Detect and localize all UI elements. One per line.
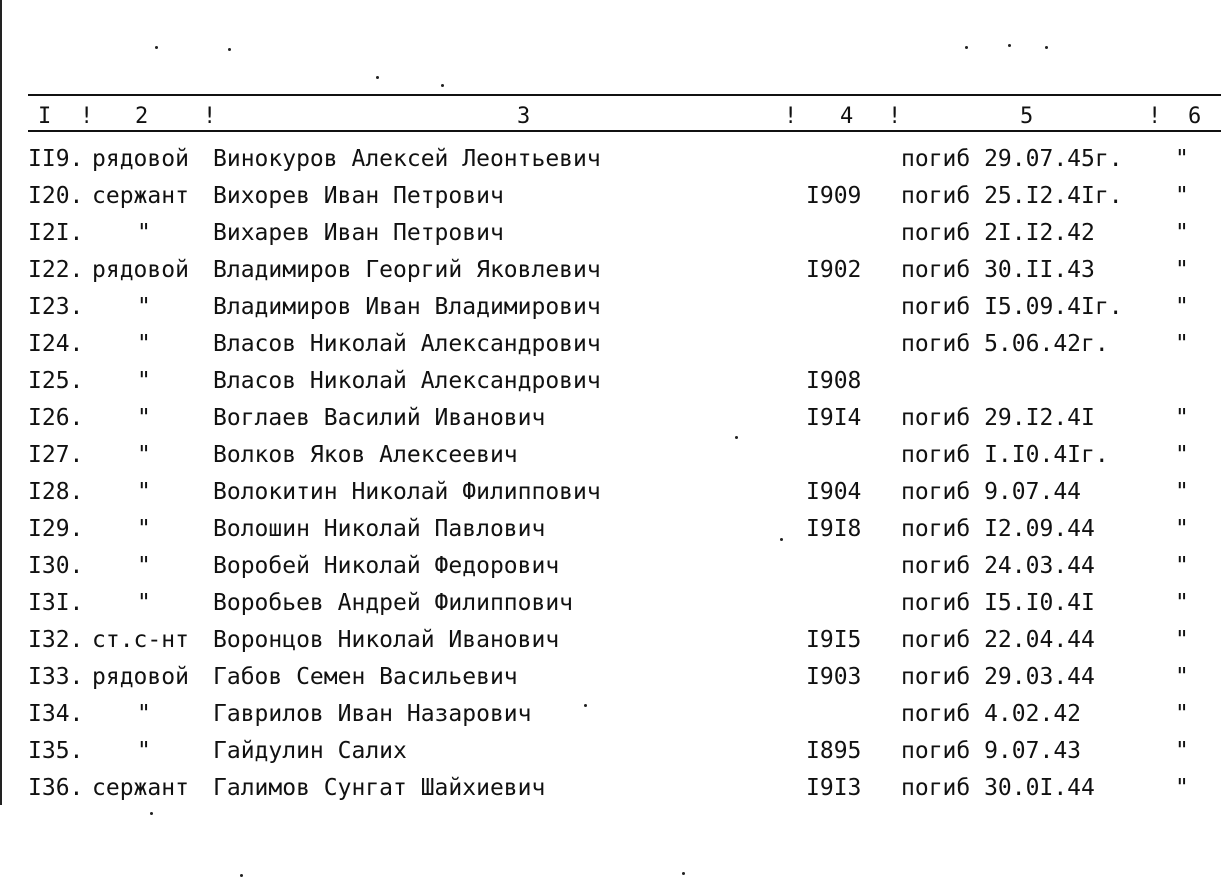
row-ditto-mark: " bbox=[1175, 738, 1189, 764]
row-status: погиб 22.04.44 bbox=[901, 627, 1095, 653]
row-birth-year: I904 bbox=[806, 479, 862, 505]
row-birth-year: I9I8 bbox=[806, 516, 862, 542]
row-name: Гайдулин Салих bbox=[213, 738, 407, 764]
row-name: Гаврилов Иван Назарович bbox=[213, 701, 532, 727]
row-ditto-mark: " bbox=[1175, 627, 1189, 653]
row-number: I35. bbox=[28, 738, 84, 764]
row-ditto-mark: " bbox=[1175, 664, 1189, 690]
row-ditto-mark: " bbox=[1175, 220, 1189, 246]
row-rank: " bbox=[137, 442, 151, 468]
row-name: Воробей Николай Федорович bbox=[213, 553, 560, 579]
scan-speck bbox=[240, 874, 243, 877]
row-ditto-mark: " bbox=[1175, 516, 1189, 542]
row-number: I29. bbox=[28, 516, 84, 542]
row-status: погиб 2I.I2.42 bbox=[901, 220, 1095, 246]
row-number: I30. bbox=[28, 553, 84, 579]
row-number: I34. bbox=[28, 701, 84, 727]
row-name: Воглаев Василий Иванович bbox=[213, 405, 546, 431]
scan-speck bbox=[780, 538, 783, 541]
row-status: погиб 4.02.42 bbox=[901, 701, 1082, 727]
row-number: I23. bbox=[28, 294, 84, 320]
row-name: Волков Яков Алексеевич bbox=[213, 442, 518, 468]
table-row bbox=[0, 180, 1231, 217]
scan-speck bbox=[1008, 44, 1011, 47]
table-row bbox=[0, 217, 1231, 254]
scan-speck bbox=[150, 812, 153, 815]
scan-speck bbox=[1045, 46, 1048, 49]
row-number: I24. bbox=[28, 331, 84, 357]
table-body bbox=[0, 143, 1231, 809]
row-ditto-mark: " bbox=[1175, 590, 1189, 616]
row-rank: рядовой bbox=[92, 146, 189, 172]
row-rank: " bbox=[137, 294, 151, 320]
row-rank: " bbox=[137, 220, 151, 246]
row-status: погиб 29.07.45г. bbox=[901, 146, 1123, 172]
header-col-1: I bbox=[38, 104, 52, 129]
table-row bbox=[0, 143, 1231, 180]
row-rank: " bbox=[137, 368, 151, 394]
row-ditto-mark: " bbox=[1175, 775, 1189, 801]
header-col-2: 2 bbox=[135, 104, 149, 129]
row-rank: " bbox=[137, 516, 151, 542]
row-status: погиб 9.07.43 bbox=[901, 738, 1082, 764]
header-col-4: 4 bbox=[840, 104, 854, 129]
row-rank: рядовой bbox=[92, 664, 189, 690]
row-status: погиб I2.09.44 bbox=[901, 516, 1095, 542]
row-name: Владимиров Георгий Яковлевич bbox=[213, 257, 601, 283]
row-ditto-mark: " bbox=[1175, 294, 1189, 320]
row-status: погиб 29.03.44 bbox=[901, 664, 1095, 690]
header-separator: ! bbox=[784, 104, 798, 129]
row-status: погиб 30.0I.44 bbox=[901, 775, 1095, 801]
row-rank: " bbox=[137, 701, 151, 727]
row-number: I20. bbox=[28, 183, 84, 209]
row-name: Воронцов Николай Иванович bbox=[213, 627, 560, 653]
row-number: I25. bbox=[28, 368, 84, 394]
scan-speck bbox=[584, 704, 587, 707]
row-birth-year: I895 bbox=[806, 738, 862, 764]
row-status: погиб 9.07.44 bbox=[901, 479, 1082, 505]
row-name: Галимов Сунгат Шайхиевич bbox=[213, 775, 546, 801]
row-number: I26. bbox=[28, 405, 84, 431]
row-status: погиб 5.06.42г. bbox=[901, 331, 1109, 357]
row-number: I2I. bbox=[28, 220, 84, 246]
scan-speck bbox=[376, 76, 379, 79]
table-row bbox=[0, 254, 1231, 291]
row-ditto-mark: " bbox=[1175, 146, 1189, 172]
table-row bbox=[0, 476, 1231, 513]
row-birth-year: I9I5 bbox=[806, 627, 862, 653]
row-number: I3I. bbox=[28, 590, 84, 616]
scan-speck bbox=[682, 872, 685, 875]
table-row bbox=[0, 772, 1231, 809]
table-row bbox=[0, 365, 1231, 402]
scan-speck bbox=[155, 46, 158, 49]
row-rank: сержант bbox=[92, 183, 189, 209]
scan-speck bbox=[441, 84, 444, 87]
row-birth-year: I9I4 bbox=[806, 405, 862, 431]
table-top-rule bbox=[28, 94, 1221, 96]
row-rank: сержант bbox=[92, 775, 189, 801]
table-row bbox=[0, 439, 1231, 476]
row-number: I28. bbox=[28, 479, 84, 505]
row-status: погиб 25.I2.4Iг. bbox=[901, 183, 1123, 209]
table-row bbox=[0, 328, 1231, 365]
row-status: погиб I5.I0.4I bbox=[901, 590, 1095, 616]
scan-speck bbox=[965, 46, 968, 49]
table-header-rule bbox=[28, 130, 1221, 132]
row-status: погиб 24.03.44 bbox=[901, 553, 1095, 579]
row-name: Власов Николай Александрович bbox=[213, 368, 601, 394]
row-number: I33. bbox=[28, 664, 84, 690]
table-row bbox=[0, 698, 1231, 735]
table-row bbox=[0, 735, 1231, 772]
table-header bbox=[0, 104, 1231, 130]
table-row bbox=[0, 291, 1231, 328]
row-rank: " bbox=[137, 405, 151, 431]
table-row bbox=[0, 661, 1231, 698]
row-status: погиб 29.I2.4I bbox=[901, 405, 1095, 431]
header-col-5: 5 bbox=[1020, 104, 1034, 129]
header-col-6: 6 bbox=[1188, 104, 1202, 129]
row-name: Волокитин Николай Филиппович bbox=[213, 479, 601, 505]
row-ditto-mark: " bbox=[1175, 183, 1189, 209]
row-name: Вихорев Иван Петрович bbox=[213, 183, 504, 209]
table-row bbox=[0, 587, 1231, 624]
row-number: I36. bbox=[28, 775, 84, 801]
header-col-3: 3 bbox=[517, 104, 531, 129]
table-row bbox=[0, 550, 1231, 587]
row-status: погиб I.I0.4Iг. bbox=[901, 442, 1109, 468]
header-separator: ! bbox=[1148, 104, 1162, 129]
row-name: Волошин Николай Павлович bbox=[213, 516, 546, 542]
header-separator: ! bbox=[888, 104, 902, 129]
row-ditto-mark: " bbox=[1175, 553, 1189, 579]
row-rank: " bbox=[137, 331, 151, 357]
row-ditto-mark: " bbox=[1175, 701, 1189, 727]
row-rank: рядовой bbox=[92, 257, 189, 283]
row-ditto-mark: " bbox=[1175, 331, 1189, 357]
row-birth-year: I903 bbox=[806, 664, 862, 690]
row-rank: " bbox=[137, 738, 151, 764]
row-status: погиб 30.II.43 bbox=[901, 257, 1095, 283]
scan-speck bbox=[735, 436, 738, 439]
table-row bbox=[0, 402, 1231, 439]
row-birth-year: I902 bbox=[806, 257, 862, 283]
row-birth-year: I909 bbox=[806, 183, 862, 209]
row-number: I32. bbox=[28, 627, 84, 653]
row-name: Винокуров Алексей Леонтьевич bbox=[213, 146, 601, 172]
table-row bbox=[0, 513, 1231, 550]
table-row bbox=[0, 624, 1231, 661]
row-rank: ст.с-нт bbox=[92, 627, 189, 653]
row-name: Власов Николай Александрович bbox=[213, 331, 601, 357]
row-number: I27. bbox=[28, 442, 84, 468]
row-ditto-mark: " bbox=[1175, 405, 1189, 431]
row-ditto-mark: " bbox=[1175, 257, 1189, 283]
header-separator: ! bbox=[80, 104, 94, 129]
scan-speck bbox=[228, 48, 231, 51]
row-birth-year: I9I3 bbox=[806, 775, 862, 801]
row-rank: " bbox=[137, 553, 151, 579]
header-separator: ! bbox=[203, 104, 217, 129]
row-rank: " bbox=[137, 479, 151, 505]
row-ditto-mark: " bbox=[1175, 442, 1189, 468]
row-name: Воробьев Андрей Филиппович bbox=[213, 590, 574, 616]
row-rank: " bbox=[137, 590, 151, 616]
row-number: II9. bbox=[28, 146, 84, 172]
row-name: Владимиров Иван Владимирович bbox=[213, 294, 601, 320]
row-ditto-mark: " bbox=[1175, 479, 1189, 505]
row-name: Вихарев Иван Петрович bbox=[213, 220, 504, 246]
row-birth-year: I908 bbox=[806, 368, 862, 394]
row-status: погиб I5.09.4Iг. bbox=[901, 294, 1123, 320]
row-name: Габов Семен Васильевич bbox=[213, 664, 518, 690]
row-number: I22. bbox=[28, 257, 84, 283]
